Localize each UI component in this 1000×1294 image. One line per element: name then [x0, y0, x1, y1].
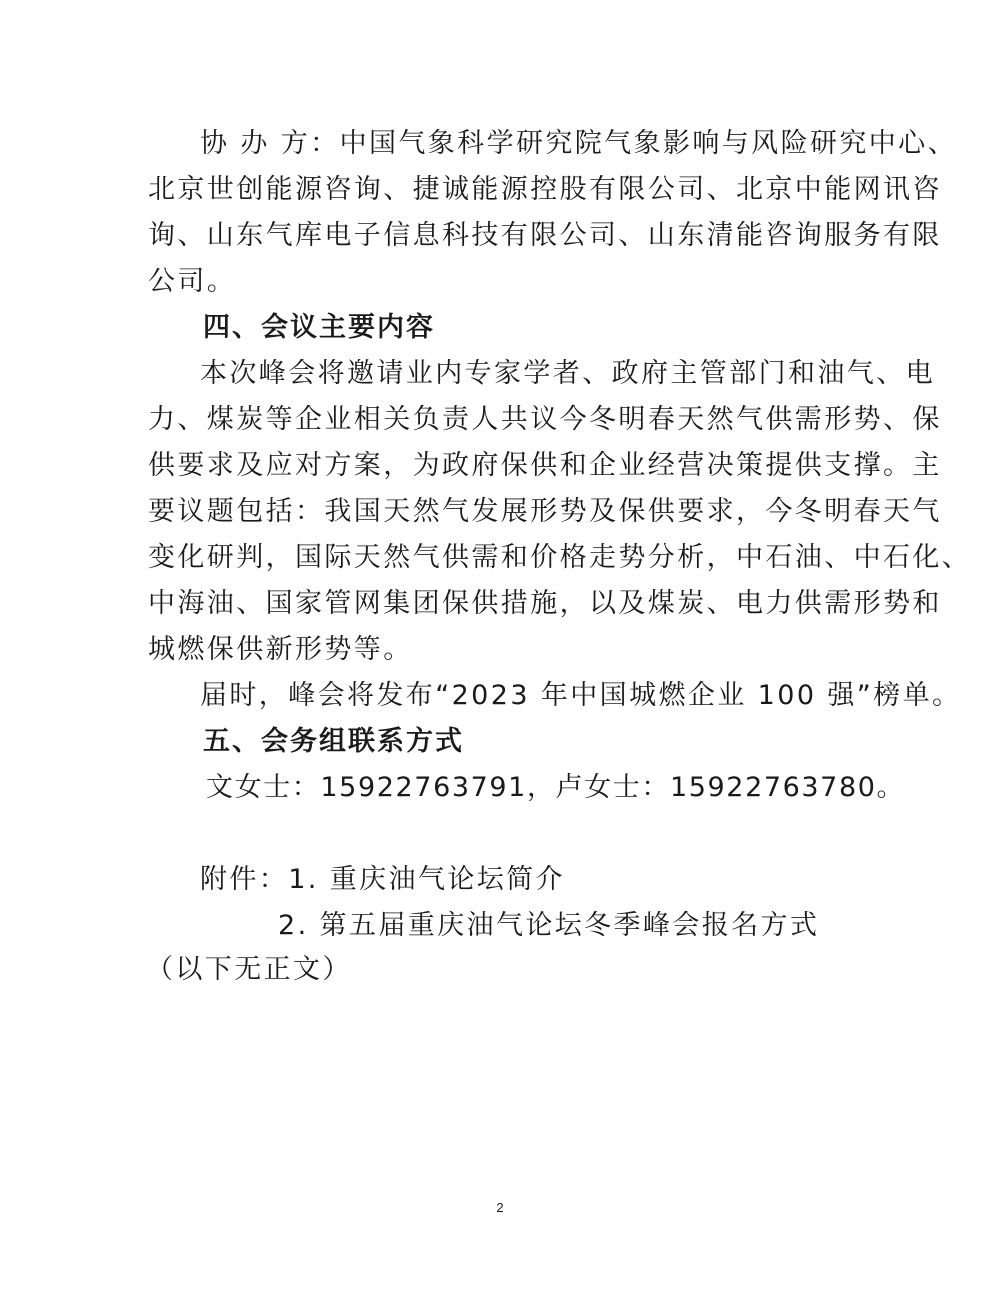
- attachment-line-1: 附件：1. 重庆油气论坛简介: [200, 864, 565, 895]
- content-line-1: 本次峰会将邀请业内专家学者、政府主管部门和油气、电: [200, 358, 935, 389]
- contact-line: 文女士：15922763791，卢女士：15922763780。: [206, 772, 906, 803]
- co-organizer-line-2: 北京世创能源咨询、捷诚能源控股有限公司、北京中能网讯咨: [148, 174, 942, 205]
- end-note: （以下无正文）: [146, 954, 352, 985]
- content-line-3: 供要求及应对方案，为政府保供和企业经营决策提供支撑。主: [148, 450, 942, 481]
- section-heading-4: 四、会议主要内容: [203, 312, 435, 343]
- section-heading-5: 五、会务组联系方式: [203, 726, 464, 757]
- attachment-line-2: 2. 第五届重庆油气论坛冬季峰会报名方式: [278, 910, 820, 941]
- co-organizer-line-1: 协 办 方：中国气象科学研究院气象影响与风险研究中心、: [200, 128, 957, 159]
- content-line-4: 要议题包括：我国天然气发展形势及保供要求，今冬明春天气: [148, 496, 942, 527]
- content-line-5: 变化研判，国际天然气供需和价格走势分析，中石油、中石化、: [148, 542, 972, 573]
- co-organizer-line-3: 询、山东气库电子信息科技有限公司、山东清能咨询服务有限: [148, 220, 942, 251]
- announcement-line: 届时，峰会将发布“2023 年中国城燃企业 100 强”榜单。: [200, 680, 962, 711]
- content-line-7: 城燃保供新形势等。: [148, 634, 413, 665]
- page-number: 2: [496, 1200, 504, 1215]
- content-line-2: 力、煤炭等企业相关负责人共议今冬明春天然气供需形势、保: [148, 404, 942, 435]
- content-line-6: 中海油、国家管网集团保供措施，以及煤炭、电力供需形势和: [148, 588, 942, 619]
- co-organizer-line-4: 公司。: [148, 266, 237, 297]
